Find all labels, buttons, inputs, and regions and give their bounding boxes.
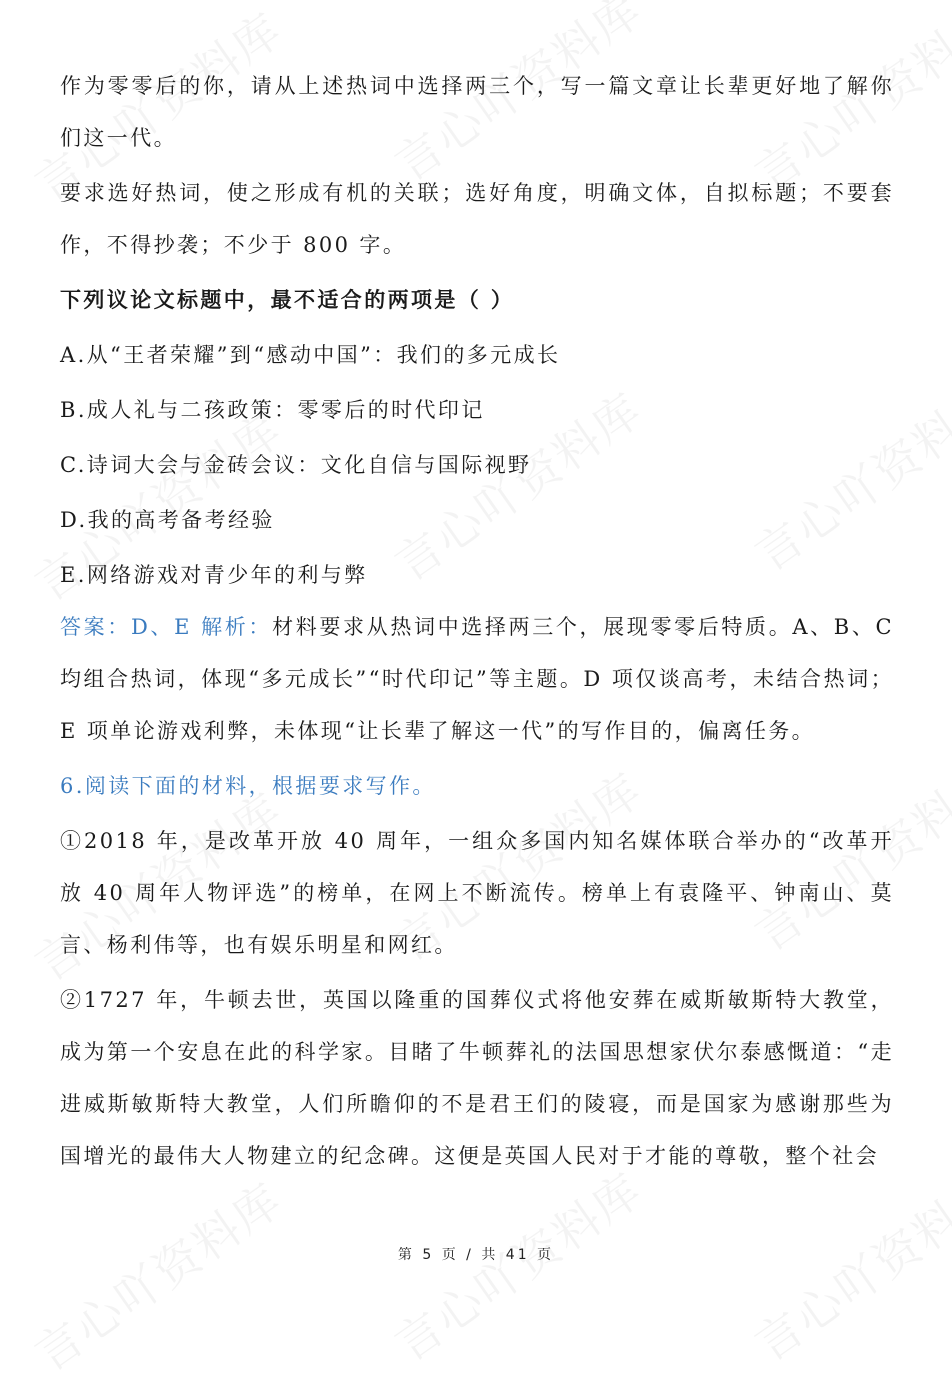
option-label: C. [60, 453, 87, 477]
option-label: B. [60, 398, 87, 422]
option-text: 网络游戏对青少年的利与弊 [86, 563, 368, 587]
question-stem: 下列议论文标题中，最不适合的两项是（ ） [60, 287, 515, 312]
answer-explanation [60, 601, 894, 757]
option-b [60, 384, 894, 436]
option-text: 诗词大会与金砖会议：文化自信与国际视野 [86, 453, 532, 477]
option-c [60, 439, 894, 491]
question-6-heading: 6.阅读下面的材料，根据要求写作。 [60, 774, 436, 798]
watermark [380, 1155, 654, 1374]
material-1: ①2018 年，是改革开放 40 周年，一组众多国内知名媒体联合举办的“改革开放 40 周年人物评选”的榜单，在网上不断流传。榜单上有袁隆平、钟南山、莫言、杨利伟等，也有娱乐明星和网红。 [60, 829, 894, 957]
option-a [60, 329, 894, 381]
watermark [20, 1165, 294, 1384]
option-d [60, 494, 894, 546]
watermark [740, 1155, 952, 1374]
option-text: 从“王者荣耀”到“感动中国”：我们的多元成长 [86, 343, 561, 367]
requirements-paragraph: 要求选好热词，使之形成有机的关联；选好角度，明确文体，自拟标题；不要套作，不得抄袭；不少于 800 字。 [60, 181, 894, 257]
option-text: 成人礼与二孩政策：零零后的时代印记 [86, 398, 485, 422]
page-indicator: 第 5 页 / 共 41 页 [397, 1247, 555, 1263]
option-label: D. [60, 508, 88, 532]
document-page [60, 60, 894, 1182]
material-2: ②1727 年，牛顿去世，英国以隆重的国葬仪式将他安葬在威斯敏斯特大教堂，成为第一个安息在此的科学家。目睹了牛顿葬礼的法国思想家伏尔泰感慨道：“走进威斯敏斯特大教堂，人们所瞻仰的不是君王们的陵寝，而是国家为感谢那些为国增光的最伟大人物建立的纪念碑。这便是英国人民对于才能的尊敬，整个社会 [60, 988, 894, 1168]
option-e [60, 549, 894, 601]
option-label: E. [60, 563, 87, 587]
intro-paragraph: 作为零零后的你，请从上述热词中选择两三个，写一篇文章让长辈更好地了解你们这一代。 [60, 74, 894, 150]
answer-label: 答案：D、E 解析： [60, 615, 273, 639]
option-text: 我的高考备考经验 [87, 508, 275, 532]
explanation-text: 材料要求从热词中选择两三个，展现零零后特质。A、B、C 均组合热词，体现“多元成长”“时代印记”等主题。D 项仅谈高考，未结合热词；E 项单论游戏利弊，未体现“让长辈了解这一代”的写作目的，偏离任务。 [60, 615, 894, 743]
option-label: A. [60, 343, 87, 367]
